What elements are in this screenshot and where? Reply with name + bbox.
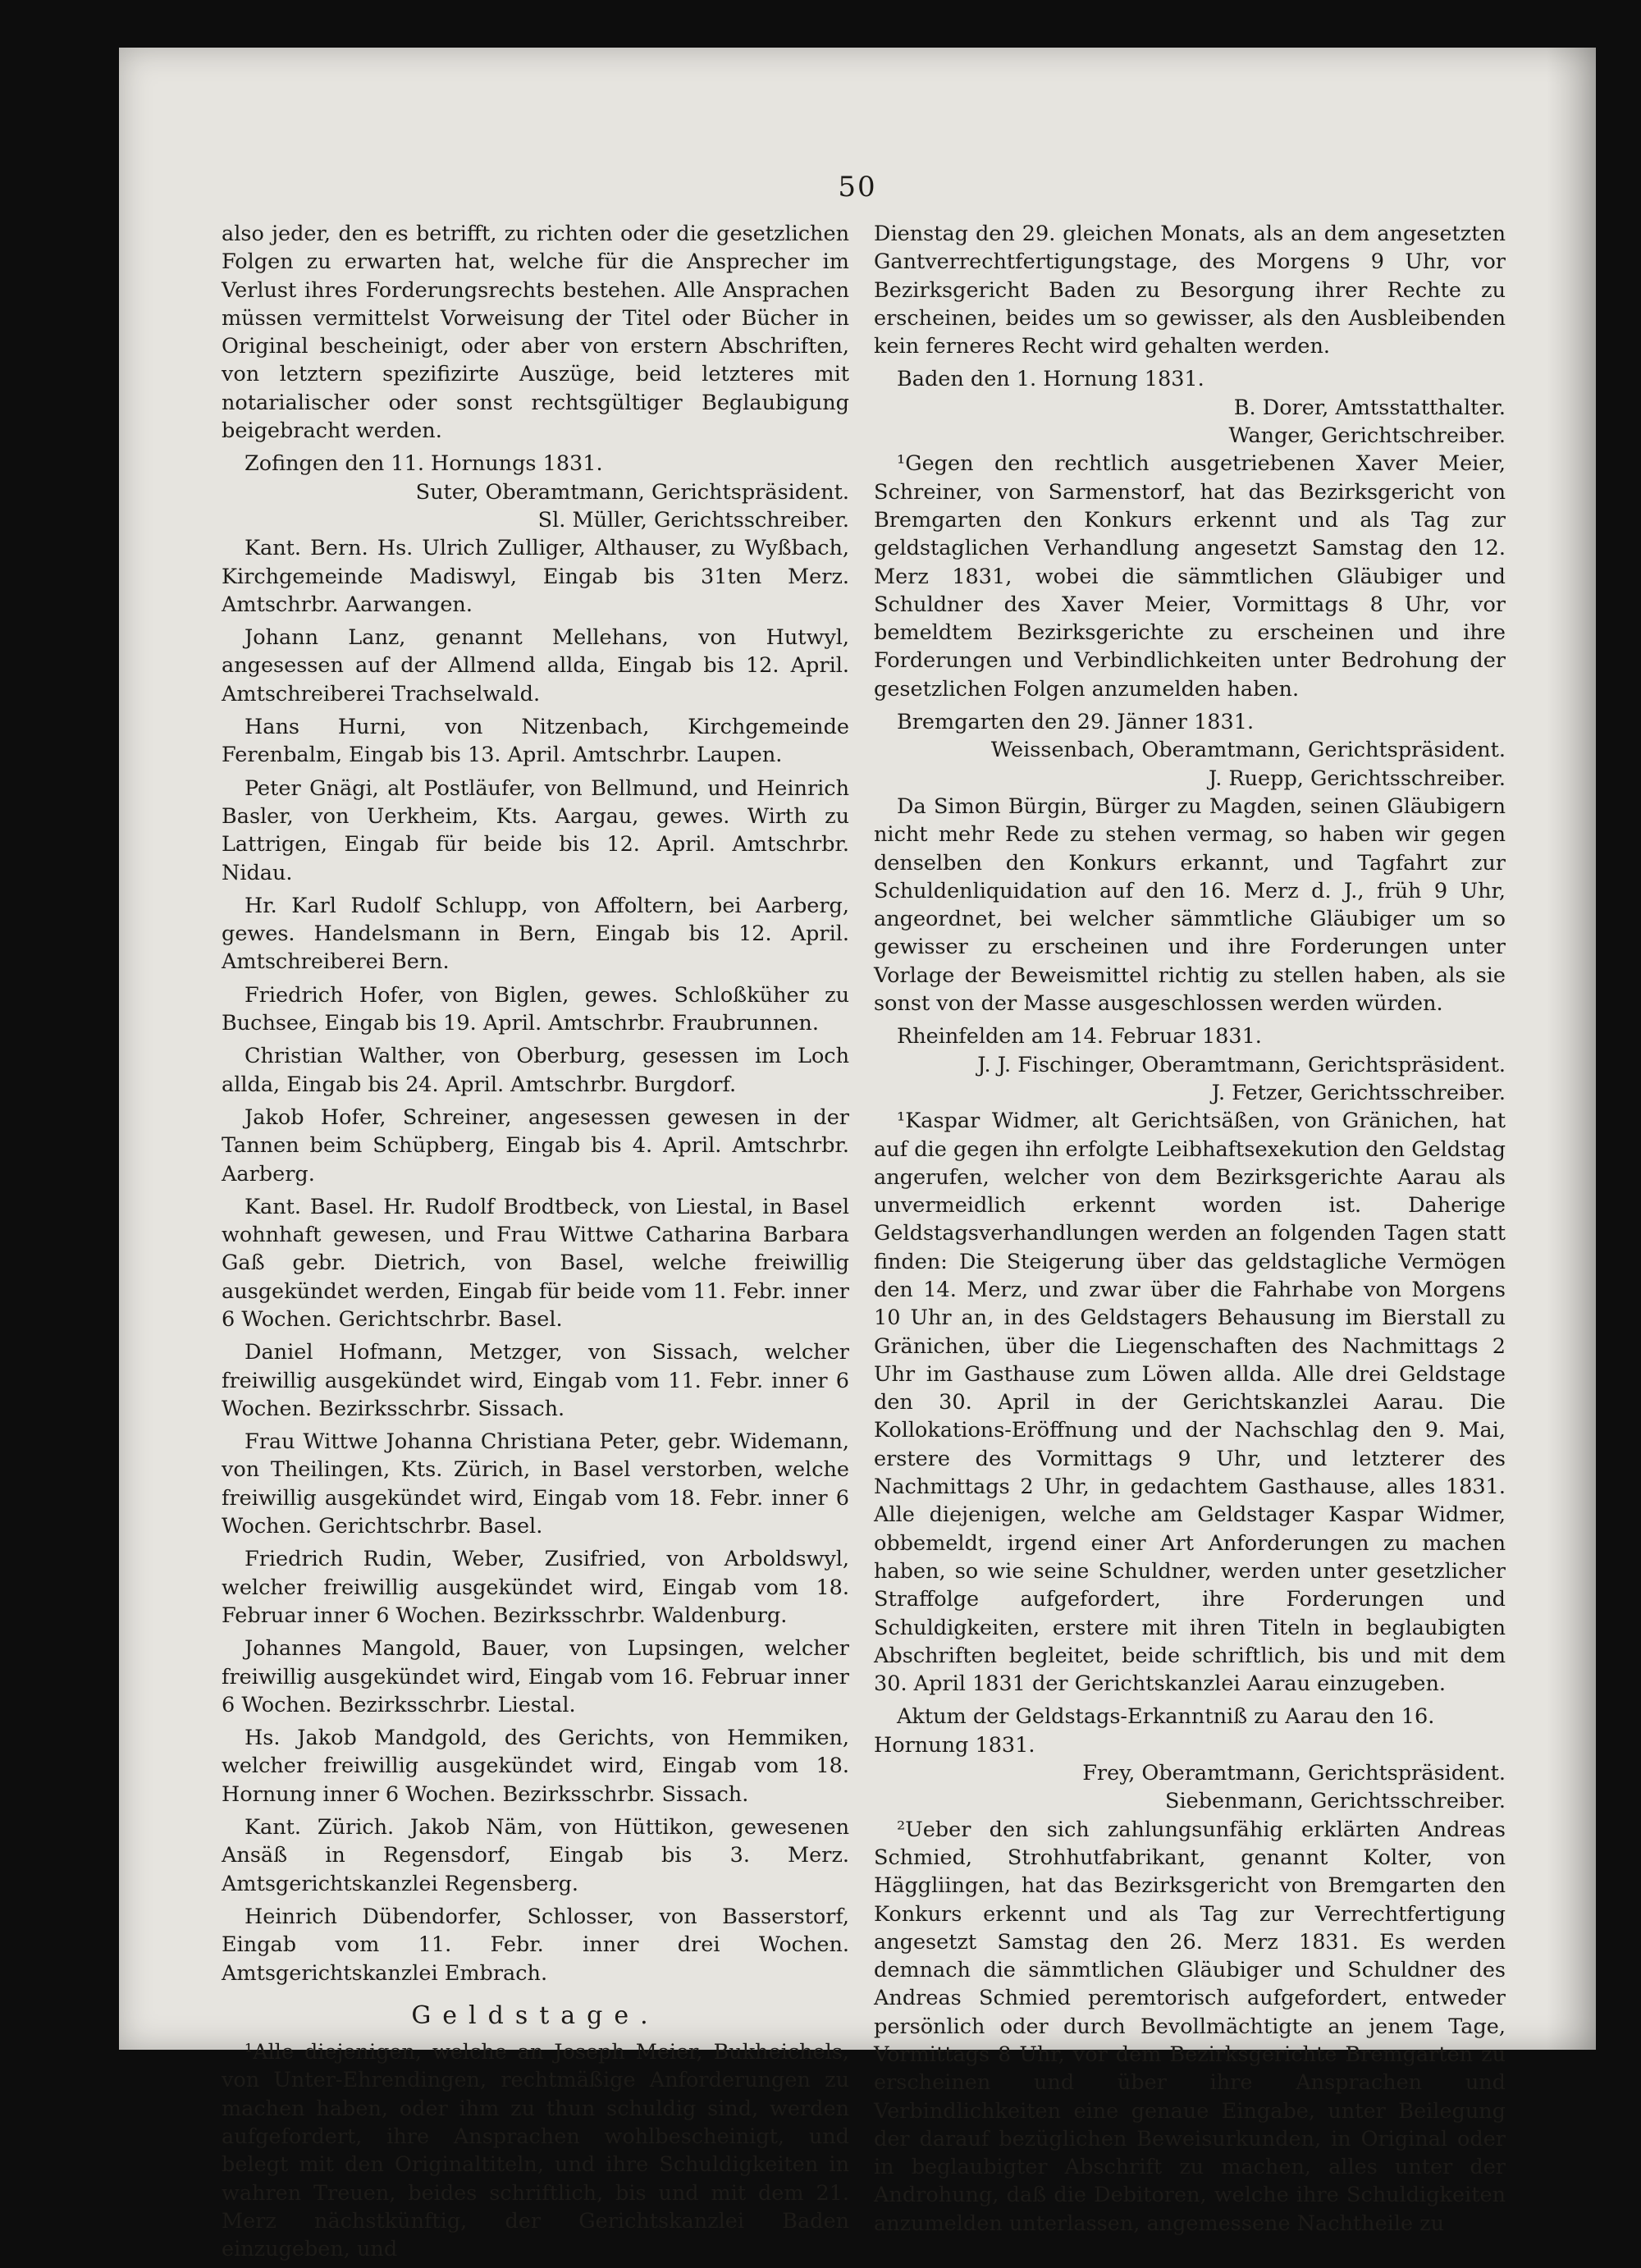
notice-paragraph: Peter Gnägi, alt Postläufer, von Bellmund, und Heinrich Basler, von Uerkheim, Kts. Aargau, gewes. Wirth zu Lattrigen, Eingab für beide bis 12. April. Amtschrbr. Nidau. <box>222 775 849 885</box>
signature-line: Sl. Müller, Gerichtsschreiber. <box>537 507 849 533</box>
section-heading: Geldstage. <box>411 2001 660 2030</box>
notice-paragraph: Daniel Hofmann, Metzger, von Sissach, welcher freiwillig ausgekündet wird, Eingab vom 11. Febr. inner 6 Wochen. Bezirksschrbr. Sissach. <box>222 1340 849 1421</box>
page-number: 50 <box>838 171 877 203</box>
signature-line: Siebenmann, Gerichtsschreiber. <box>1165 1789 1506 1814</box>
notice-paragraph: Hs. Jakob Mandgold, des Gerichts, von Hemmiken, welcher freiwillig ausgekündet wird, Eingab vom 18. Hornung inner 6 Wochen. Bezirksschrbr. Sissach. <box>222 1726 849 1807</box>
date-line: Baden den 1. Hornung 1831. <box>897 367 1204 392</box>
date-line: Rheinfelden am 14. Februar 1831. <box>897 1024 1262 1049</box>
signature-line: Suter, Oberamtmann, Gerichtspräsident. <box>415 479 849 505</box>
signature-line: Weissenbach, Oberamtmann, Gerichtspräsident. <box>990 738 1506 763</box>
signature-line: J. Ruepp, Gerichtsschreiber. <box>1208 766 1506 791</box>
notice-paragraph: Christian Walther, von Oberburg, gesessen im Loch allda, Eingab bis 24. April. Amtschrbr. Burgdorf. <box>222 1044 849 1097</box>
notice-paragraph: Hans Hurni, von Nitzenbach, Kirchgemeinde Ferenbalm, Eingab bis 13. April. Amtschrbr. Laupen. <box>222 715 849 768</box>
notice-paragraph: Da Simon Bürgin, Bürger zu Magden, seinen Gläubigern nicht mehr Rede zu stehen vermag, so haben wir gegen denselben den Konkurs erkannt, und Tagfahrt zur Schuldenliquidation auf den 16. Merz d. J., früh 9 Uhr, angeordnet, bei welcher sämmtliche Gläubiger um so gewisser zu erscheinen und ihre Forderungen unter Vorlage der Beweismittel richtig zu stellen haben, als sie sonst von der Masse ausgeschlossen werden würden. <box>874 793 1506 1017</box>
signature-line: Wanger, Gerichtschreiber. <box>1228 423 1506 449</box>
notice-paragraph: Kant. Basel. Hr. Rudolf Brodtbeck, von Liestal, in Basel wohnhaft gewesen, und Frau Wittwe Catharina Barbara Gaß gebr. Dietrich, von Basel, welche freiwillig ausgekündet werden, Eingab für beide vom 11. Febr. inner 6 Wochen. Gerichtschrbr. Basel. <box>222 1194 849 1332</box>
notice-paragraph: ¹Alle diejenigen, welche an Joseph Meier, Bukheichels, von Unter-Ehrendingen, rechtmäßige Anforderungen zu machen haben, oder ihm zu thun schuldig sind, werden aufgefordert, ihre Ansprachen wohlbescheinigt, und belegt mit den Originaltiteln, und ihre Schuldigkeiten in wahren Treuen, beides schriftlich, bis und mit dem 21. Merz nächstkünftig, der Gerichtskanzlei Baden einzugeben, und <box>222 2040 849 2262</box>
signature-line: J. Fetzer, Gerichtsschreiber. <box>1211 1080 1506 1105</box>
newspaper-page <box>119 48 1596 2262</box>
notice-paragraph: Friedrich Hofer, von Biglen, gewes. Schloßküher zu Buchsee, Eingab bis 19. April. Amtschrbr. Fraubrunnen. <box>222 982 849 1036</box>
notice-paragraph: also jeder, den es betrifft, zu richten oder die gesetzlichen Folgen zu erwarten hat, welche für die Ansprecher im Verlust ihres Forderungsrechts bestehen. Alle Ansprachen müssen vermittelst Vorweisung der Titel oder Bücher in Original bescheinigt, oder aber von erstern Abschriften, von letztern spezifizirte Auszüge, beid letzteres mit notarialischer oder sonst rechtsgültiger Beglaubigung beigebracht werden. <box>222 222 849 444</box>
right-column <box>874 220 1506 2243</box>
notice-paragraph: Kant. Zürich. Jakob Näm, von Hüttikon, gewesenen Ansäß in Regensdorf, Eingab bis 3. Merz. Amtsgerichtskanzlei Regensberg. <box>222 1815 849 1896</box>
signature-line: J. J. Fischinger, Oberamtmann, Gerichtspräsident. <box>977 1052 1506 1077</box>
date-line: Bremgarten den 29. Jänner 1831. <box>897 710 1255 735</box>
notice-paragraph: Johann Lanz, genannt Mellehans, von Hutwyl, angesessen auf der Allmend allda, Eingab bis 12. April. Amtschreiberei Trachselwald. <box>222 625 849 706</box>
notice-paragraph: Hr. Karl Rudolf Schlupp, von Affoltern, bei Aarberg, gewes. Handelsmann in Bern, Eingab bis 12. April. Amtschreiberei Bern. <box>222 893 849 975</box>
notice-paragraph: Frau Wittwe Johanna Christiana Peter, gebr. Widemann, von Theilingen, Kts. Zürich, in Basel verstorben, welche freiwillig ausgekündet wird, Eingab vom 18. Febr. inner 6 Wochen. Gerichtschrbr. Basel. <box>222 1429 849 1539</box>
notice-paragraph: Dienstag den 29. gleichen Monats, als an dem angesetzten Gantverrechtfertigungstage, des Morgens 9 Uhr, vor Bezirksgericht Baden zu Besorgung ihrer Rechte zu erscheinen, beides um so gewisser, als den Ausbleibenden kein ferneres Recht wird gehalten werden. <box>874 222 1506 359</box>
notice-paragraph: Heinrich Dübendorfer, Schlosser, von Basserstorf, Eingab vom 11. Febr. inner drei Wochen. Amtsgerichtskanzlei Embrach. <box>222 1904 849 1986</box>
notice-paragraph: Jakob Hofer, Schreiner, angesessen gewesen in der Tannen beim Schüpberg, Eingab bis 4. April. Amtschrbr. Aarberg. <box>222 1104 849 1187</box>
left-column <box>222 220 849 2268</box>
notice-paragraph: ¹Kaspar Widmer, alt Gerichtsäßen, von Gränichen, hat auf die gegen ihn erfolgte Leibhaftsexekution den Geldstag angerufen, welcher von dem Bezirksgerichte Aarau als unvermeidlich erkennt worden ist. Daherige Geldstagsverhandlungen werden an folgenden Tagen statt finden: Die Steigerung über das geldstagliche Vermögen den 14. Merz, und zwar über die Fahrhabe von Morgens 10 Uhr an, in des Geldstagers Behausung im Bierstall zu Gränichen, über die Liegenschaften des Nachmittags 2 Uhr im Gasthause zum Löwen allda. Alle drei Geldstage den 30. April in der Gerichtskanzlei Aarau. Die Kollokations-Eröffnung und der Nachschlag den 9. Mai, erstere des Vormittags 9 Uhr, und letzterer des Nachmittags 2 Uhr, in gedachtem Gasthause, alles 1831. Alle diejenigen, welche am Geldstager Kaspar Widmer, obbemeldt, irgend einer Art Anforderungen zu machen haben, so wie seine Schuldner, werden unter gesetzlicher Straffolge aufgefordert, ihre Forderungen und Schuldigkeiten, erstere mit ihren Titeln in beglaubigten Abschriften begleitet, beide schriftlich, bis und mit dem 30. April 1831 der Gerichtskanzlei Aarau einzugeben. <box>874 1109 1506 1697</box>
date-line: Zofingen den 11. Hornungs 1831. <box>245 451 603 477</box>
notice-paragraph: Johannes Mangold, Bauer, von Lupsingen, welcher freiwillig ausgekündet wird, Eingab vom 16. Februar inner 6 Wochen. Bezirksschrbr. Liestal. <box>222 1636 849 1717</box>
date-line: Aktum der Geldstags-Erkanntniß zu Aarau den 16. Hornung 1831. <box>874 1704 1435 1758</box>
signature-line: B. Dorer, Amtsstatthalter. <box>1233 395 1506 420</box>
notice-paragraph: ¹Gegen den rechtlich ausgetriebenen Xaver Meier, Schreiner, von Sarmenstorf, hat das Bezirksgericht von Bremgarten den Konkurs erkennt und als Tag zur geldstaglichen Verhandlung angesetzt Samstag den 12. Merz 1831, wobei die sämmtlichen Gläubiger und Schuldner des Xaver Meier, Vormittags 8 Uhr, vor bemeldtem Bezirksgerichte zu erscheinen und ihre Forderungen und Verbindlichkeiten unter Bedrohung der gesetzlichen Folgen anzumelden haben. <box>874 451 1506 702</box>
notice-paragraph: ²Ueber den sich zahlungsunfähig erklärten Andreas Schmied, Strohhutfabrikant, genannt Kolter, von Häggliingen, hat das Bezirksgericht von Bremgarten den Konkurs erkennt und als Tag zur Verrechtfertigung angesetzt Samstag den 26. Merz 1831. Es werden demnach die sämmtlichen Gläubiger und Schuldner des Andreas Schmied peremtorisch aufgefordert, entweder persönlich oder durch Bevollmächtigte an jenem Tage, Vormittags 8 Uhr, vor dem Bezirksgerichte Bremgarten zu erscheinen und über ihre Ansprachen und Verbindlichkeiten eine genaue Eingabe, unter Beilegung der darauf bezüglichen Beweisurkunden, in Original oder in beglaubigter Abschrift zu machen, alles unter der Androhung, daß die Debitoren, welche ihre Schuldigkeiten anzumelden unterlassen, angemessene Nachtheile zu <box>874 1817 1506 2236</box>
signature-line: Frey, Oberamtmann, Gerichtspräsident. <box>1082 1761 1506 1786</box>
notice-paragraph: Friedrich Rudin, Weber, Zusifried, von Arboldswyl, welcher freiwillig ausgekündet wird, Eingab vom 18. Februar inner 6 Wochen. Bezirksschrbr. Waldenburg. <box>222 1547 849 1628</box>
notice-paragraph: Kant. Bern. Hs. Ulrich Zulliger, Althauser, zu Wyßbach, Kirchgemeinde Madiswyl, Eingab bis 31ten Merz. Amtschrbr. Aarwangen. <box>222 536 849 617</box>
